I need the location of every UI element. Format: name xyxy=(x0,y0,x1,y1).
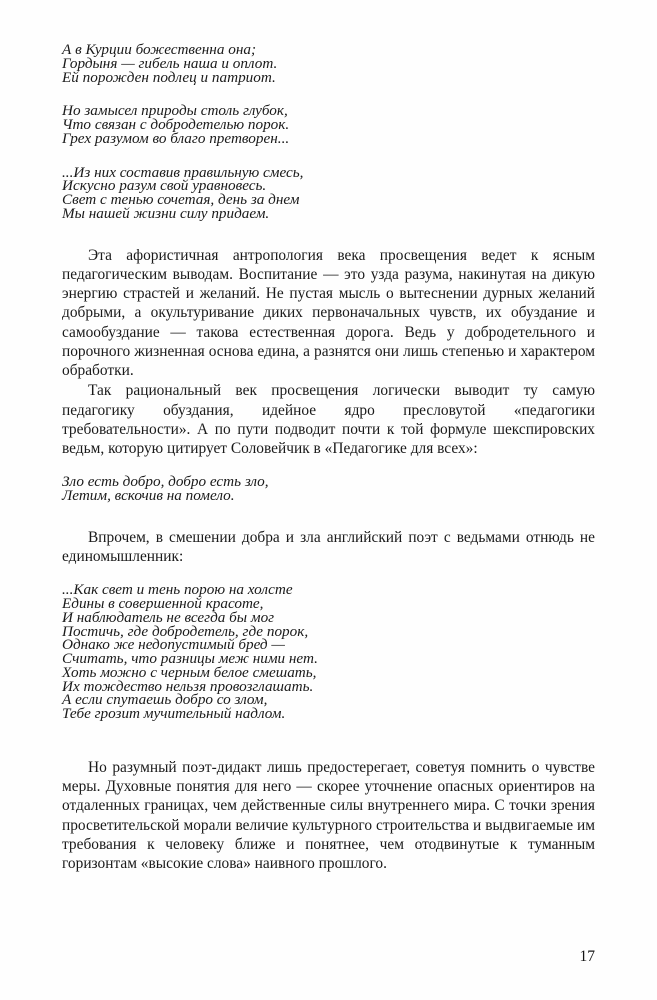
verse-line: А если спутаешь добро со злом, xyxy=(62,691,268,709)
verse-line: Постичь, где добродетель, где порок, xyxy=(62,622,309,640)
verse-line: И наблюдатель не всегда бы мог xyxy=(62,608,275,626)
verse-line: Их тождество нельзя провозглашать. xyxy=(62,677,314,695)
verse-line: А в Курции божественна она; xyxy=(62,41,257,58)
verse-block xyxy=(62,40,595,87)
verse-line: Гордыня — гибель наша и оплот. xyxy=(62,54,278,72)
spacer xyxy=(62,520,595,528)
page-content xyxy=(62,40,595,873)
verse-block xyxy=(62,472,595,506)
body-paragraph: Эта афористичная антропология века просвещения ведет к ясным педагогическим выводам. Воспитание — это узда разума, накинутая на дикую энергию страстей и желаний. Не пустая мысль о вытеснении дурных желаний добрыми, а окультуривание диких первоначальных чувств, их обуздание и самообуздание — такова естественная дорога. Ведь у добродетельного и порочного жизненная основа едина, а разнятся они лишь степенью и характером обработки. xyxy=(62,246,595,379)
verse-block xyxy=(62,101,595,148)
verse-line: Грех разумом во благо претворен... xyxy=(62,129,290,147)
verse-line: Ей порожден подлец и патриот. xyxy=(62,68,276,86)
verse-line: Летим, вскочив на помело. xyxy=(62,487,235,504)
verse-block xyxy=(62,580,595,724)
spacer xyxy=(62,567,595,580)
spacer xyxy=(62,459,595,472)
verse-block xyxy=(62,163,595,224)
verse-line: Мы нашей жизни силу придаем. xyxy=(62,204,270,222)
verse-line: Что связан с добродетелью порок. xyxy=(62,116,290,133)
verse-line: Но замысел природы столь глубок, xyxy=(62,102,288,120)
spacer xyxy=(62,238,595,246)
verse-line: Однако же недопустимый бред — xyxy=(62,636,285,654)
verse-line: Зло есть добро, добро есть зло, xyxy=(62,473,269,491)
verse-line: Свет с тенью сочетая, день за днем xyxy=(62,191,300,208)
body-paragraph: Но разумный поэт-дидакт лишь предостерегает, советуя помнить о чувстве меры. Духовные понятия для него — скорее уточнение опасных ориентиров на отдаленных границах, чем действенные силы внутреннего мира. С точки зрения просветительской морали величие культурного строительства и выдвигаемые им требования к человеку ближе и понятнее, чем отодвинутые к туманным горизонтам «высокие слова» наивного прошлого. xyxy=(62,758,595,872)
page-number: 17 xyxy=(579,948,595,965)
verse-line: Искусно разум свой уравновесь. xyxy=(62,177,267,195)
spacer xyxy=(62,738,595,758)
body-paragraph: Впрочем, в смешении добра и зла английский поэт с ведьмами отнюдь не единомышленник: xyxy=(62,528,595,565)
verse-line: Считать, что разницы меж ними нет. xyxy=(62,650,318,667)
body-paragraph: Так рациональный век просвещения логически выводит ту самую педагогику обуздания, идейное ядро пресловутой «педагогики требовательности». А по пути подводит почти к той формуле шекспировских ведьм, которую цитирует Соловейчик в «Педагогике для всех»: xyxy=(62,382,595,457)
verse-line: ...Из них составив правильную смесь, xyxy=(62,163,304,181)
verse-line: Едины в совершенной красоте, xyxy=(62,595,264,612)
verse-line: Хоть можно с черным белое смешать, xyxy=(62,663,317,681)
verse-line: ...Как свет и тень порою на холсте xyxy=(62,581,293,599)
verse-line: Тебе грозит мучительный надлом. xyxy=(62,705,286,722)
